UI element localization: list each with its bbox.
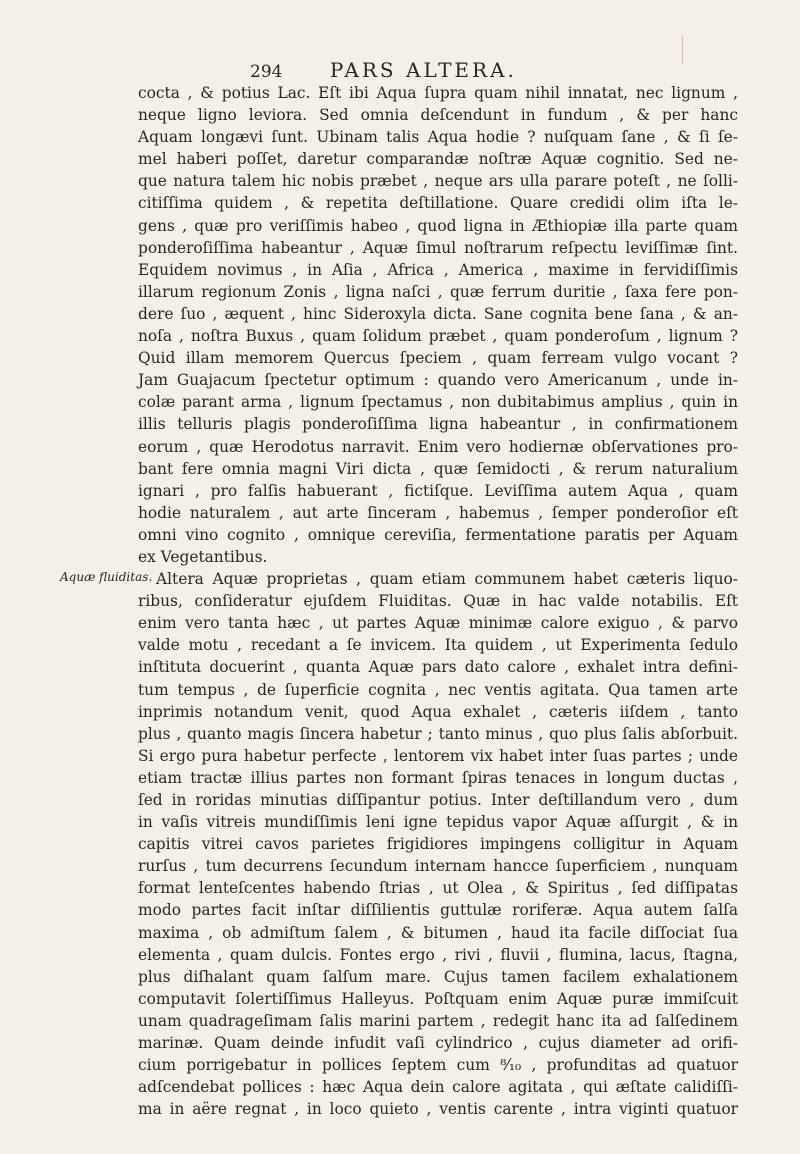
text-line: elementa , quam dulcis. Fontes ergo , rivi , fluvii , flumina, lacus, ſtagna, (138, 945, 738, 964)
page-header (250, 58, 700, 82)
text-line: ſed in roridas minutias diſſipantur potius. Inter deſtillandum vero , dum (138, 791, 738, 809)
text-line: cium porrigebatur in pollices ſeptem cum ⁸⁄₁₀ , profunditas ad quatuor (138, 1056, 738, 1075)
text-line: plus , quanto magis ſincera habetur ; tanto minus , quo plus ſalis abſorbuit. (138, 724, 738, 743)
text-line: illarum regionum Zonis , ligna naſci , quæ ferrum duritie , ſaxa fere pon- (138, 282, 738, 301)
text-line: format lenteſcentes habendo ſtrias , ut Olea , & Spiritus , ſed diſſipatas (138, 879, 738, 898)
text-line: maxima , ob admiſtum ſalem , & bitumen , haud ita facile diſſociat ſua (138, 923, 738, 942)
text-line: inſtituta docuerint , quanta Aquæ pars dato calore , exhalet intra defini- (138, 658, 738, 677)
text-line: marinæ. Quam deinde infudit vaſi cylindrico , cujus diameter ad orifi- (138, 1034, 738, 1053)
text-line: in vaſis vitreis mundiſſimis leni igne tepidus vapor Aquæ aſſurgit , & in (138, 813, 738, 832)
text-line: colæ parant arma , lignum ſpectamus , non dubitabimus amplius , quin in (138, 393, 738, 412)
text-line: computavit ſolertiſſimus Halleyus. Poſtquam enim Aquæ puræ immiſcuit (138, 989, 738, 1008)
text-line: eorum , quæ Herodotus narravit. Enim vero hodiernæ obſervationes pro- (138, 437, 738, 456)
marginal-note: Aquæ fluiditas. (60, 570, 153, 584)
text-line: ex Vegetantibus. (138, 547, 268, 566)
text-line: valde motu , recedant a ſe invicem. Ita quidem , ut Experimenta ſedulo (138, 636, 738, 655)
text-line: Equidem novimus , in Aſia , Africa , America , maxime in fervidiſſimis (138, 260, 738, 279)
text-line: Si ergo pura habetur perfecte , lentorem vix habet inter ſuas partes ; unde (138, 746, 738, 765)
body-text (138, 82, 738, 1120)
text-line: ma in aëre regnat , in loco quieto , ventis carente , intra viginti quatuor (138, 1100, 738, 1119)
text-line: Altera Aquæ proprietas , quam etiam communem habet cæteris liquo- (156, 570, 738, 589)
page-number: 294 (250, 62, 283, 82)
text-line: Aquam longævi ſunt. Ubinam talis Aqua hodie ? nuſquam ſane , & ſi ſe- (138, 128, 738, 147)
text-line: rurſus , tum decurrens ſecundum internam hancce ſuperficiem , nunquam (138, 857, 738, 876)
text-line: enim vero tanta hæc , ut partes Aquæ minimæ calore exiguo , & parvo (138, 614, 738, 633)
text-line: omni vino cognito , omnique cereviſia, fermentatione paratis per Aquam (138, 525, 738, 544)
text-line: cocta , & potius Lac. Eſt ibi Aqua ſupra quam nihil innatat, nec lignum , (138, 84, 738, 102)
text-line: Jam Guajacum ſpectetur optimum : quando vero Americanum , unde in- (138, 371, 738, 390)
text-line: bant fere omnia magni Viri dicta , quæ ſemidocti , & rerum naturalium (138, 459, 738, 478)
text-line: ignari , pro falſis habuerant , fictiſque. Leviſſima autem Aqua , quam (138, 481, 738, 500)
text-line: citiſſima quidem , & repetita deſtillatione. Quare credidi olim iſta le- (138, 194, 738, 213)
text-line: neque ligno leviora. Sed omnia deſcendunt in fundum , & per hanc (138, 106, 738, 125)
text-line: capitis vitrei cavos parietes frigidiores impingens colligitur in Aquam (138, 835, 738, 854)
text-line: unam quadrageſimam ſalis marini partem , redegit hanc ita ad ſalſedinem (138, 1011, 738, 1030)
text-line: ponderoſiſſima habeantur , Aquæ ſimul noſtrarum reſpectu leviſſimæ ſint. (138, 238, 738, 257)
text-line: que natura talem hic nobis præbet , neque ars ulla parare poteſt , ne ſolli- (138, 172, 738, 191)
text-line: Quid illam memorem Quercus ſpeciem , quam ferream vulgo vocant ? (138, 349, 738, 368)
text-line: inprimis notandum venit, quod Aqua exhalet , cæteris iiſdem , tanto (138, 702, 738, 721)
text-line: hodie naturalem , aut arte ſinceram , habemus , ſemper ponderoſior eſt (138, 503, 738, 522)
running-title: PARS ALTERA. (329, 58, 517, 82)
text-line: dere ſuo , æquent , hinc Sideroxyla dicta. Sane cognita bene ſana , & an- (138, 304, 738, 323)
text-line: gens , quæ pro veriſſimis habeo , quod ligna in Æthiopiæ illa parte quam (138, 216, 738, 235)
text-line: etiam tractæ illius partes non formant ſpiras tenaces in longum ductas , (138, 768, 738, 787)
text-line: ribus, conſideratur ejuſdem Fluiditas. Quæ in hac valde notabilis. Eſt (138, 592, 738, 611)
text-line: mel haberi poſſet, daretur comparandæ noſtræ Aquæ cognitio. Sed ne- (138, 150, 738, 169)
text-line: tum tempus , de ſuperficie cognita , nec ventis agitata. Qua tamen arte (138, 680, 738, 699)
text-line: illis telluris plagis ponderoſiſſima ligna habeantur , in confirmationem (138, 415, 738, 434)
text-line: noſa , noſtra Buxus , quam ſolidum præbet , quam ponderoſum , lignum ? (138, 327, 738, 346)
text-line: adſcendebat pollices : hæc Aqua dein calore agitata , qui æſtate calidiſſi- (138, 1078, 738, 1097)
text-line: modo partes facit inſtar diſſilientis guttulæ roriferæ. Aqua autem ſalſa (138, 901, 738, 920)
text-line: plus diſhalant quam ſalſum mare. Cujus tamen facilem exhalationem (138, 967, 738, 986)
